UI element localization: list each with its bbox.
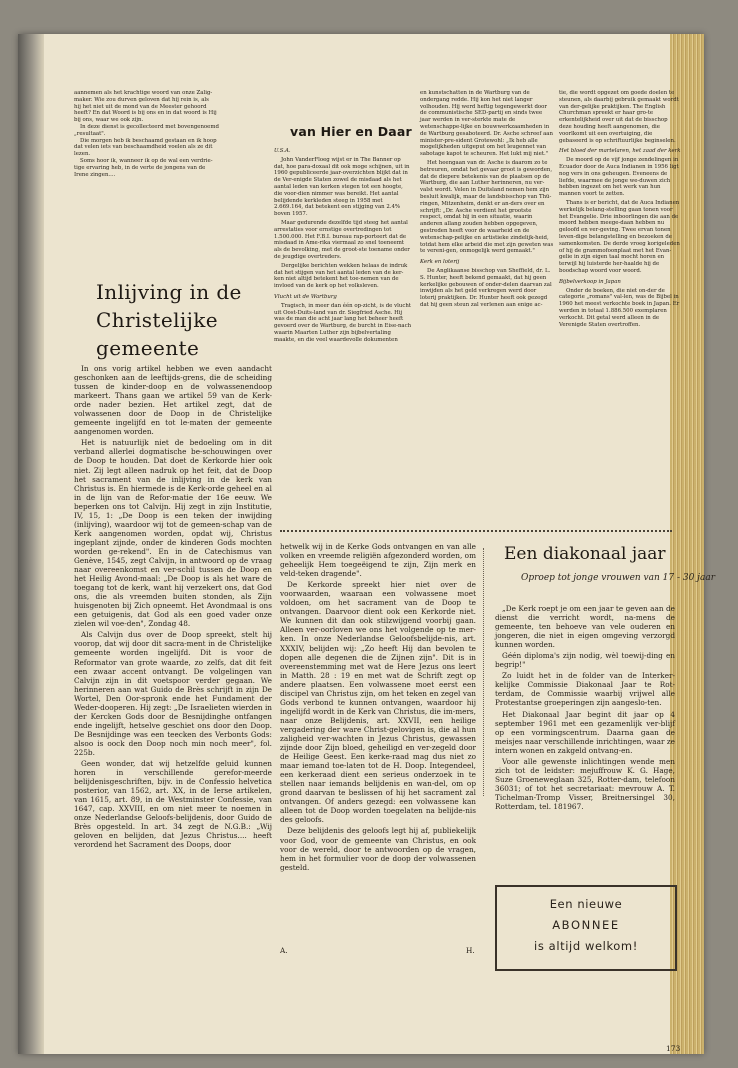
new-subscriber-box bbox=[495, 885, 677, 971]
article-paragraph: Als Calvijn dus over de Doop spreekt, stelt hij voorop, dat wij door dit sacra-ment in de Christelijke gemeente worden ingelijfd. Dit is voor de Reformator van grote waarde, zo zelfs, dat dit feit een zwaar accent ontvangt. De volgelingen van Calvijn zijn in dit voetspoor verder gegaan. We herinneren aan wat Guido de Brès schrijft in zijn De Wortel, Den Oor-spronk ende het Fundament der Weder-dooperen. Hij zegt: „De Israelieten wierden in der Kercken Gods door de Besnijdinghe ontfangen ende ingelijft, hetselve geschiet ons door den Doop. De Besnijdinge was een teecken des Verbonts Gods: alsoo is oock den Doop noch min noch meer", fol. 225b. bbox=[74, 630, 272, 757]
diakonaal-column bbox=[495, 604, 675, 813]
signature-a: A. bbox=[280, 946, 288, 955]
news-heading-kerk-en-loterij: Kerk en loterij bbox=[420, 259, 460, 266]
intro-line: Soms hoor ik, wanneer ik op de wal een verdrie- bbox=[80, 157, 213, 164]
section-title-van-hier-en-daar: van Hier en Daar bbox=[290, 124, 412, 139]
intro-line: bij ons, waar we ook zijn. bbox=[74, 117, 144, 124]
intro-line: „resultaat". bbox=[74, 130, 106, 137]
main-article-column-1 bbox=[74, 364, 272, 851]
diakonaal-paragraph: Géén diploma's zijn nodig, wèl toewij-ding en begrip!" bbox=[495, 651, 675, 670]
page-number: 173 bbox=[666, 1044, 681, 1053]
news-paragraph: John VanderFloeg wijst er in The Banner op dat, hoe para-doxaal dit ook moge schijnen, uit in 1960 gepubliceerde jaar-overzichten blijkt dat in de Ver-enigde Staten zowel de misdaad als het aantal leden van kerken stegen tot een hoogte, die voor-dien nimmer was bereikt. Het aantal belijdende kerkleden steeg in 1958 met 2.669.164, dat betekent een stijging van 2.4% boven 1957. bbox=[274, 156, 410, 218]
intro-line: Irene zingen.... bbox=[74, 171, 116, 178]
intro-line: dat velen iets van beschaamdheid voelen als ze dit bbox=[74, 144, 213, 151]
diakonaal-paragraph: Het Diakonaal Jaar begint dit jaar op 4 september 1961 met een gezamenlijk ver-blijf op een vormingscentrum. Daarna gaan de meisjes naar verschillende inrichtingen, waar ze intern wonen en zakgeld ontvang-en. bbox=[495, 709, 675, 755]
article-paragraph: In ons vorig artikel hebben we even aandacht geschonken aan de leeftijds-grens, die de scheiding tussen de kinder-doop en de volwassenendoop markeert. Thans gaan we artikel 59 van de Kerk-orde nader bezien. Het artikel zegt, dat de volwassenen door de Doop in de Christelijke gemeente ingelijfd en tot le-maten der gemeente aangenomen worden. bbox=[74, 364, 272, 437]
diakonaal-paragraph: Voor alle gewenste inlichtingen wende men zich tot de leidster: mejuffrouw K. G. Hage, Suze Groeneweglaan 325, Rotter-dam, telefoon 36031; of tot het secretariaat: mevrouw A. T. Tichelman-Tromp Visser, Breitnersingel 30, Rotterdam, tel. 181967. bbox=[495, 756, 675, 811]
box-line-2: ABONNEE bbox=[552, 918, 620, 932]
news-paragraph: Het heengaan van dr. Asche is daarom zo te betreuren, omdat het gevaar groot is geworden, dat de diepere betekenis van de plaatsen op de Wartburg, die aan Luther herinneren, nu ver-valst wordt. Velen in Duitsland nemen hem zijn besluit kwalijk, maar de landsbisschop van Thü-ringen, Mitzenheim, denkt er an-ders over en schrijft: „Dr. Asche verdient het grootste respect, omdat hij in een situatie, waarin anderen allang zouden hebben opgegeven, gestreden heeft voor de waarheid en de wetenschap-pelijke en artistieke zindelijk-heid, totdat hem elke arbeid die met zijn geweten was te vereni-gen, onmogelijk werd gemaakt." bbox=[420, 159, 554, 255]
article-paragraph: hetwelk wij in de Kerke Gods ontvangen en van alle volken en vreemde religiën afgezonderd worden, om geheelijk Hem toegeëigend te zijn, Zijn merk en veld-teken dragende". bbox=[280, 542, 476, 579]
news-heading-japan: Bijbelverkoop in Japan bbox=[559, 278, 621, 285]
main-article-column-2 bbox=[280, 542, 476, 874]
intro-line: In deze dienst is gecollecteerd met bovengenoemd bbox=[80, 123, 219, 130]
intro-line: aannemen als het krachtige woord van onze Zalig- bbox=[74, 90, 213, 96]
dotted-separator bbox=[280, 530, 672, 532]
magazine-page bbox=[18, 34, 716, 1054]
intro-line: Die morgen heb ik beschaamd gestaan en ik hoop bbox=[80, 137, 217, 144]
article-paragraph: Deze belijdenis des geloofs legt hij af, publiekelijk voor God, voor de gemeente van Christus, en ook voor de wereld, door te antwoorden op de vragen, hem in het formulier voor de doop der volwassenen gesteld. bbox=[280, 826, 476, 872]
news-paragraph: De Anglikaanse bisschop van Sheffield, dr. L. S. Hunter, heeft bekend gemaakt, dat hij geen kerkelijke gebouwen of onder-delen daarvan zal inwijden als het geld verkregen werd door loterij praktijken. Dr. Hunter heeft ook gezegd dat hij geen steun zal verlenen aan enige ac- bbox=[420, 267, 552, 308]
article-paragraph: Geen wonder, dat wij hetzelfde geluid kunnen horen in verschillende gerefor-meerde belijdenisgeschriften, bijv. in de Confessio helvetica posterior, van 1562, art. XX, in de Ierse artikelen, van 1615, art. 89, in de Westminster Confessie, van 1647, cap. XXVIII, en om niet meer te noemen in onze Nederlandse Geloofs-belijdenis, door Guido de Brès opgesteld. In art. 34 zegt de N.G.B.: „Wij geloven en belijden, dat Jezus Christus.... heeft verordend het Sacrament des Doops, door bbox=[74, 759, 272, 850]
news-paragraph: Tragisch, in meer dan één op-zicht, is de vlucht uit Oost-Duits-land van dr. Siegfried Asche. Hij was de man die acht jaar lang het beheer heeft gevoerd over de Wartburg, de burcht in Eise-nach waarin Maarten Luther zijn bijbelvertaling maakte, en die veel waardevolle dokumenten bbox=[274, 302, 412, 343]
news-paragraph: tie, die wordt opgezet om goede doelen te steunen, als daarbij gebruik gemaakt wordt van der-gelijke praktijken. The English Churchman spreekt er haar gro-te erkentelijkheid over uit dat de bisschop deze houding heeft aangenomen, die voorlkomt uit een overtuiging, die gebaseerd is op schriftuurlijke beginselen. bbox=[559, 90, 679, 144]
news-paragraph: Dergelijke berichten wekken helaas de indruk dat het stijgen van het aantal leden van de ker-ken niet altijd betekent het toe-nemen van de invloed van de kerk op het volksleven. bbox=[274, 262, 408, 290]
column-divider bbox=[483, 548, 484, 796]
intro-column bbox=[74, 90, 270, 178]
main-article-title: Inlijving in de Christelijke gemeente bbox=[96, 280, 242, 360]
news-heading-martelaren: Het bloed der martelaren, het zaad der kerk bbox=[559, 148, 681, 155]
news-paragraph: Onder de boeken, die niet on-der de categorie „romans" val-len, was de Bijbel in 1960 het meest verkochte boek in Japan. Er werden in totaal 1.886.500 exemplaren verkocht. Dit getal werd alleen in de Verenigde Staten overtroffen. bbox=[559, 287, 680, 328]
box-line-3: is altijd welkom! bbox=[534, 939, 638, 953]
box-line-1: Een nieuwe bbox=[549, 897, 623, 911]
news-column-b bbox=[420, 90, 554, 311]
intro-line: maker. Wie zou durven geloven dat hij rein is, als bbox=[74, 96, 209, 103]
diakonaal-subtitle: Oproep tot jonge vrouwen van 17 - 30 jaar bbox=[520, 573, 716, 583]
diakonaal-paragraph: „De Kerk roept je om een jaar te geven aan de dienst die verricht wordt, na-mens de gemeente, ten behoeve van vele ouderen en jongeren, die niet in eigen omgeving verzorgd kunnen worden. bbox=[495, 604, 675, 650]
news-column-c bbox=[559, 90, 681, 330]
diakonaal-paragraph: Zo luidt het in de folder van de Interker-kelijke Commissie Diakonaal Jaar te Rot-terdam, de Commissie waarbij vrijwel alle Protestantse groeperingen zijn aangeslo-ten. bbox=[495, 671, 675, 708]
intro-line: lezen. bbox=[74, 151, 91, 158]
diakonaal-title: Een diakonaal jaar bbox=[504, 544, 666, 564]
article-paragraph: De Kerkorde spreekt hier niet over de voorwaarden, waaraan een volwassene moet voldoen, om het sacrament van de Doop te ontvangen. Daarvoor dient ook een Kerkorde niet. We kunnen dit dan ook stilzwijgend voorbij gaan. Alleen ver-oorloven we ons het volgende op te mer-ken. In onze Nederlandse Geloofsbelijde-nis, art. XXXIV, belijden wij: „Zo heeft Hij dan bevolen te dopen alle degenen die de Zijnen zijn". Dit is in overeenstemming met wat de Here Jezus ons leert in Matth. 28 : 19 en met wat de Schrift zegt op andere plaatsen. Een volwassene moet eerst een discipel van Christus zijn, om het teken en zegel van Gods verbond te kunnen ontvangen, waardoor hij ingelijfd wordt in de Kerk van Christus, die im-mers, naar onze Belijdenis, art. XXVII, een heilige vergadering der ware Christ-gelovigen is, die al hun zaligheid ver-wachten in Jezus Christus, gewassen zijnde door Zijn bloed, geheiligd en ver-zegeld door de Heilige Geest. Een kerke-raad mag dus niet zo maar iemand toe-laten tot de H. Doop. Integendeel, een kerkeraad dient een serieus onderzoek in te stellen naar iemands belijdenis en wan-del, om op grond daarvan te beslissen of hij het sacrament zal ontvangen. Of anders gezegd: een volwassene kan alleen tot de Doop worden toegelaten na belijde-nis des geloofs. bbox=[280, 580, 476, 825]
news-paragraph: en kunstschatten in de Wartburg van de ondergang redde. Hij kon het niet langer volhouden. Hij werd heftig tegengewerkt door de communistische SED-partij en sinds twee jaar werden in ver-sterkte mate de wetenschappe-lijke en bouwwerkzaamheden in de Wartburg gesaboteerd. Dr. Asche schreef aan minister-pre-sident Grotewohl: „Ik heb alle mogelijkheden uitgeput om het leugennet van sabotage kapot te scheuren. Het lukt mij niet." bbox=[420, 90, 553, 158]
news-paragraph: De moord op de vijf jonge zendelingen in Ecuador door de Auca Indianen in 1956 ligt nog vers in ons geheugen. Eveneens de liefde, waarmee de jonge we-duwen zich hebben ingezet om het werk van hun mannen voort te zetten. bbox=[559, 157, 679, 198]
news-paragraph: Thans is er bericht, dat de Auca Indianen werkelijk belang-stelling gaan tonen voor het Evangelie. Drie inboorlingen die aan de moord hebben meege-daan hebben nu geloofd en ver-geving. Twee ervan tonen leven-dige belangstelling en bezoeken de samenkomsten. De derde vroeg korigeleden of hij de grammofoonplaat met het Evan-gelie in zijn eigen taal mocht horen en terwijl hij luisterde her-haalde hij de boodschap woord voor woord. bbox=[559, 199, 680, 274]
news-paragraph: Maar gedurende dezelfde tijd steeg het aantal arrestaties voor ernstige overtredingen tot 1.500.000. Het F.B.I. bureau rap-porteert dat de misdaad in Ame-rika viermaal zo snel toeneemt als de bevolking, met de groot-ste toename onder de jeugdige overtreders. bbox=[274, 219, 410, 260]
book-spine bbox=[18, 34, 44, 1054]
signature-h: H. bbox=[466, 946, 475, 955]
intro-line: hij het niet uit de mond van de Meester gehoord bbox=[74, 103, 207, 110]
intro-line: heeft? En dat Woord is bij ons en in dat woord is Hij bbox=[74, 110, 217, 117]
news-heading-usa: U.S.A. bbox=[274, 148, 291, 154]
news-heading-wartburg: Vlucht uit de Wartburg bbox=[274, 293, 337, 300]
article-paragraph: Het is natuurlijk niet de bedoeling om in dit verband allerlei dogmatische be-schouwingen over de Doop te houden. Dat doet de Kerkorde hier ook niet. Zij legt alleen nadruk op het feit, dat de Doop het sacrament van de inlijving in de kerk van Christus is. En hiermede is de Kerk-orde geheel en al in de lijn van de Refor-matie der 16e eeuw. We beperken ons tot Calvijn. Hij zegt in zijn Institutie, IV, 15, 1: „De Doop is een teken der inwijding (inlijving), waardoor wij tot de gemeen-schap van de Kerk aangenomen worden, opdat wij, Christus ingeplant zijnde, onder de kinderen Gods mochten worden ge-rekend". En in de Catechismus van Genève, 1545, zegt Calvijn, in antwoord op de vraag naar overeenkomst en ver-schil tussen de Doop en het Heilig Avond-maal: „De Doop is als het ware de toegang tot de kerk, want hij verzekert ons, dat God ons, die als vreemden buiten stonden, als Zijn huisgenoten bij Zich opneemt. Het Avondmaal is ons een getuigenis, dat God als een goed vader onze zielen wil voe-den", Zondag 48. bbox=[74, 438, 272, 629]
intro-line: tige ervaring heb, in de verte de jongens van de bbox=[74, 164, 206, 171]
